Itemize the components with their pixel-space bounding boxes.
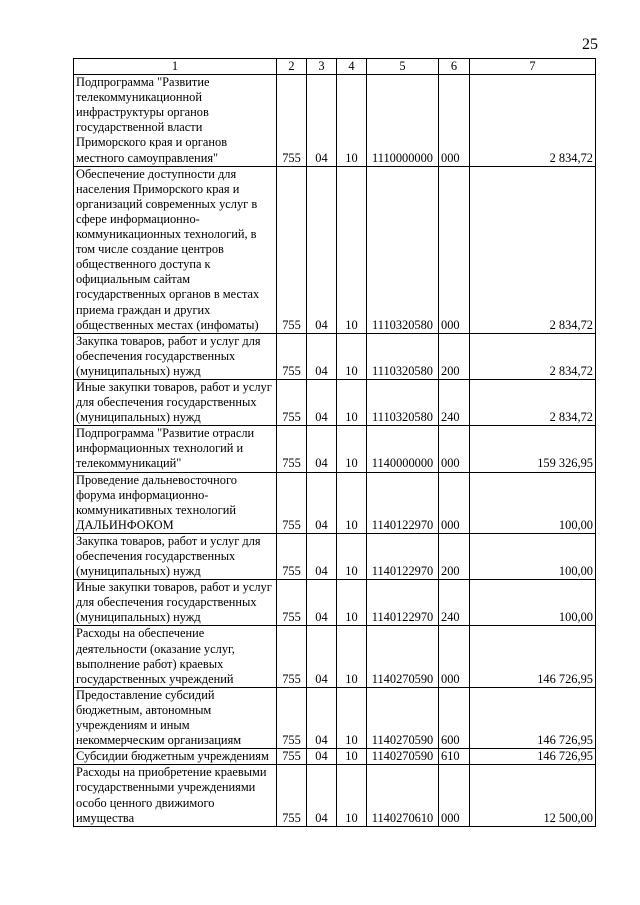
column-header: 6 — [439, 59, 470, 75]
table-row — [74, 75, 596, 167]
section-code: 04 — [307, 749, 337, 765]
amount: 100,00 — [470, 533, 596, 579]
expense-type-code: 240 — [439, 379, 470, 425]
table-row — [74, 687, 596, 748]
row-name: Иные закупки товаров, работ и услуг для обеспечения государственных (муниципальных) нужд — [74, 580, 277, 626]
target-code: 1140122970 — [367, 472, 439, 533]
table-row — [74, 626, 596, 687]
expense-type-code: 000 — [439, 166, 470, 333]
expense-type-code: 610 — [439, 749, 470, 765]
table-row — [74, 379, 596, 425]
subsection-code: 10 — [337, 379, 367, 425]
subsection-code: 10 — [337, 472, 367, 533]
target-code: 1110320580 — [367, 333, 439, 379]
ministry-code: 755 — [277, 426, 307, 472]
table-row — [74, 580, 596, 626]
ministry-code: 755 — [277, 749, 307, 765]
section-code: 04 — [307, 626, 337, 687]
subsection-code: 10 — [337, 75, 367, 167]
expense-type-code: 000 — [439, 426, 470, 472]
column-header: 4 — [337, 59, 367, 75]
subsection-code: 10 — [337, 166, 367, 333]
target-code: 1140000000 — [367, 426, 439, 472]
ministry-code: 755 — [277, 533, 307, 579]
target-code: 1140122970 — [367, 580, 439, 626]
expense-type-code: 000 — [439, 765, 470, 826]
ministry-code: 755 — [277, 765, 307, 826]
amount: 146 726,95 — [470, 626, 596, 687]
target-code: 1140270590 — [367, 749, 439, 765]
section-code: 04 — [307, 533, 337, 579]
expense-type-code: 000 — [439, 472, 470, 533]
row-name: Закупка товаров, работ и услуг для обеспечения государственных (муниципальных) нужд — [74, 533, 277, 579]
expense-type-code: 000 — [439, 75, 470, 167]
table-header-row — [74, 59, 596, 75]
amount: 100,00 — [470, 472, 596, 533]
row-name: Подпрограмма "Развитие отрасли информационных технологий и телекоммуникаций" — [74, 426, 277, 472]
ministry-code: 755 — [277, 472, 307, 533]
row-name: Подпрограмма "Развитие телекоммуникационной инфраструктуры органов государственной власти Приморского края и органов местного самоуправления" — [74, 75, 277, 167]
column-header: 3 — [307, 59, 337, 75]
row-name: Предоставление субсидий бюджетным, автономным учреждениям и иным некоммерческим организациям — [74, 687, 277, 748]
subsection-code: 10 — [337, 333, 367, 379]
section-code: 04 — [307, 333, 337, 379]
amount: 2 834,72 — [470, 166, 596, 333]
target-code: 1140270590 — [367, 687, 439, 748]
amount: 100,00 — [470, 580, 596, 626]
row-name: Иные закупки товаров, работ и услуг для обеспечения государственных (муниципальных) нужд — [74, 379, 277, 425]
page-number: 25 — [582, 36, 598, 53]
expense-type-code: 200 — [439, 333, 470, 379]
row-name: Расходы на обеспечение деятельности (оказание услуг, выполнение работ) краевых государственных учреждений — [74, 626, 277, 687]
section-code: 04 — [307, 580, 337, 626]
table-row — [74, 533, 596, 579]
table-row — [74, 749, 596, 765]
expense-type-code: 200 — [439, 533, 470, 579]
ministry-code: 755 — [277, 626, 307, 687]
section-code: 04 — [307, 426, 337, 472]
expense-type-code: 240 — [439, 580, 470, 626]
subsection-code: 10 — [337, 687, 367, 748]
target-code: 1140122970 — [367, 533, 439, 579]
column-header: 7 — [470, 59, 596, 75]
amount: 2 834,72 — [470, 75, 596, 167]
ministry-code: 755 — [277, 687, 307, 748]
row-name: Субсидии бюджетным учреждениям — [74, 749, 277, 765]
row-name: Закупка товаров, работ и услуг для обеспечения государственных (муниципальных) нужд — [74, 333, 277, 379]
section-code: 04 — [307, 765, 337, 826]
subsection-code: 10 — [337, 426, 367, 472]
subsection-code: 10 — [337, 749, 367, 765]
amount: 146 726,95 — [470, 749, 596, 765]
column-header: 5 — [367, 59, 439, 75]
target-code: 1110320580 — [367, 379, 439, 425]
ministry-code: 755 — [277, 333, 307, 379]
row-name: Расходы на приобретение краевыми государственными учреждениями особо ценного движимого имущества — [74, 765, 277, 826]
target-code: 1110000000 — [367, 75, 439, 167]
subsection-code: 10 — [337, 626, 367, 687]
ministry-code: 755 — [277, 166, 307, 333]
section-code: 04 — [307, 379, 337, 425]
ministry-code: 755 — [277, 379, 307, 425]
amount: 2 834,72 — [470, 333, 596, 379]
table-row — [74, 765, 596, 826]
section-code: 04 — [307, 687, 337, 748]
table-row — [74, 166, 596, 333]
target-code: 1140270590 — [367, 626, 439, 687]
table-row — [74, 472, 596, 533]
table-row — [74, 426, 596, 472]
column-header: 2 — [277, 59, 307, 75]
subsection-code: 10 — [337, 580, 367, 626]
row-name: Проведение дальневосточного форума информационно-коммуникативных технологий ДАЛЬИНФОКОМ — [74, 472, 277, 533]
subsection-code: 10 — [337, 765, 367, 826]
row-name: Обеспечение доступности для населения Приморского края и организаций современных услуг в сфере информационно-коммуникационных технологий, в том числе создание центров общественного доступа к официальным сайтам государственных органов в местах приема граждан и других общественных местах (инфоматы) — [74, 166, 277, 333]
target-code: 1140270610 — [367, 765, 439, 826]
table-row — [74, 333, 596, 379]
expense-type-code: 600 — [439, 687, 470, 748]
budget-table — [73, 58, 596, 827]
expense-type-code: 000 — [439, 626, 470, 687]
amount: 12 500,00 — [470, 765, 596, 826]
ministry-code: 755 — [277, 75, 307, 167]
section-code: 04 — [307, 75, 337, 167]
amount: 2 834,72 — [470, 379, 596, 425]
amount: 146 726,95 — [470, 687, 596, 748]
section-code: 04 — [307, 472, 337, 533]
amount: 159 326,95 — [470, 426, 596, 472]
ministry-code: 755 — [277, 580, 307, 626]
section-code: 04 — [307, 166, 337, 333]
column-header: 1 — [74, 59, 277, 75]
target-code: 1110320580 — [367, 166, 439, 333]
subsection-code: 10 — [337, 533, 367, 579]
